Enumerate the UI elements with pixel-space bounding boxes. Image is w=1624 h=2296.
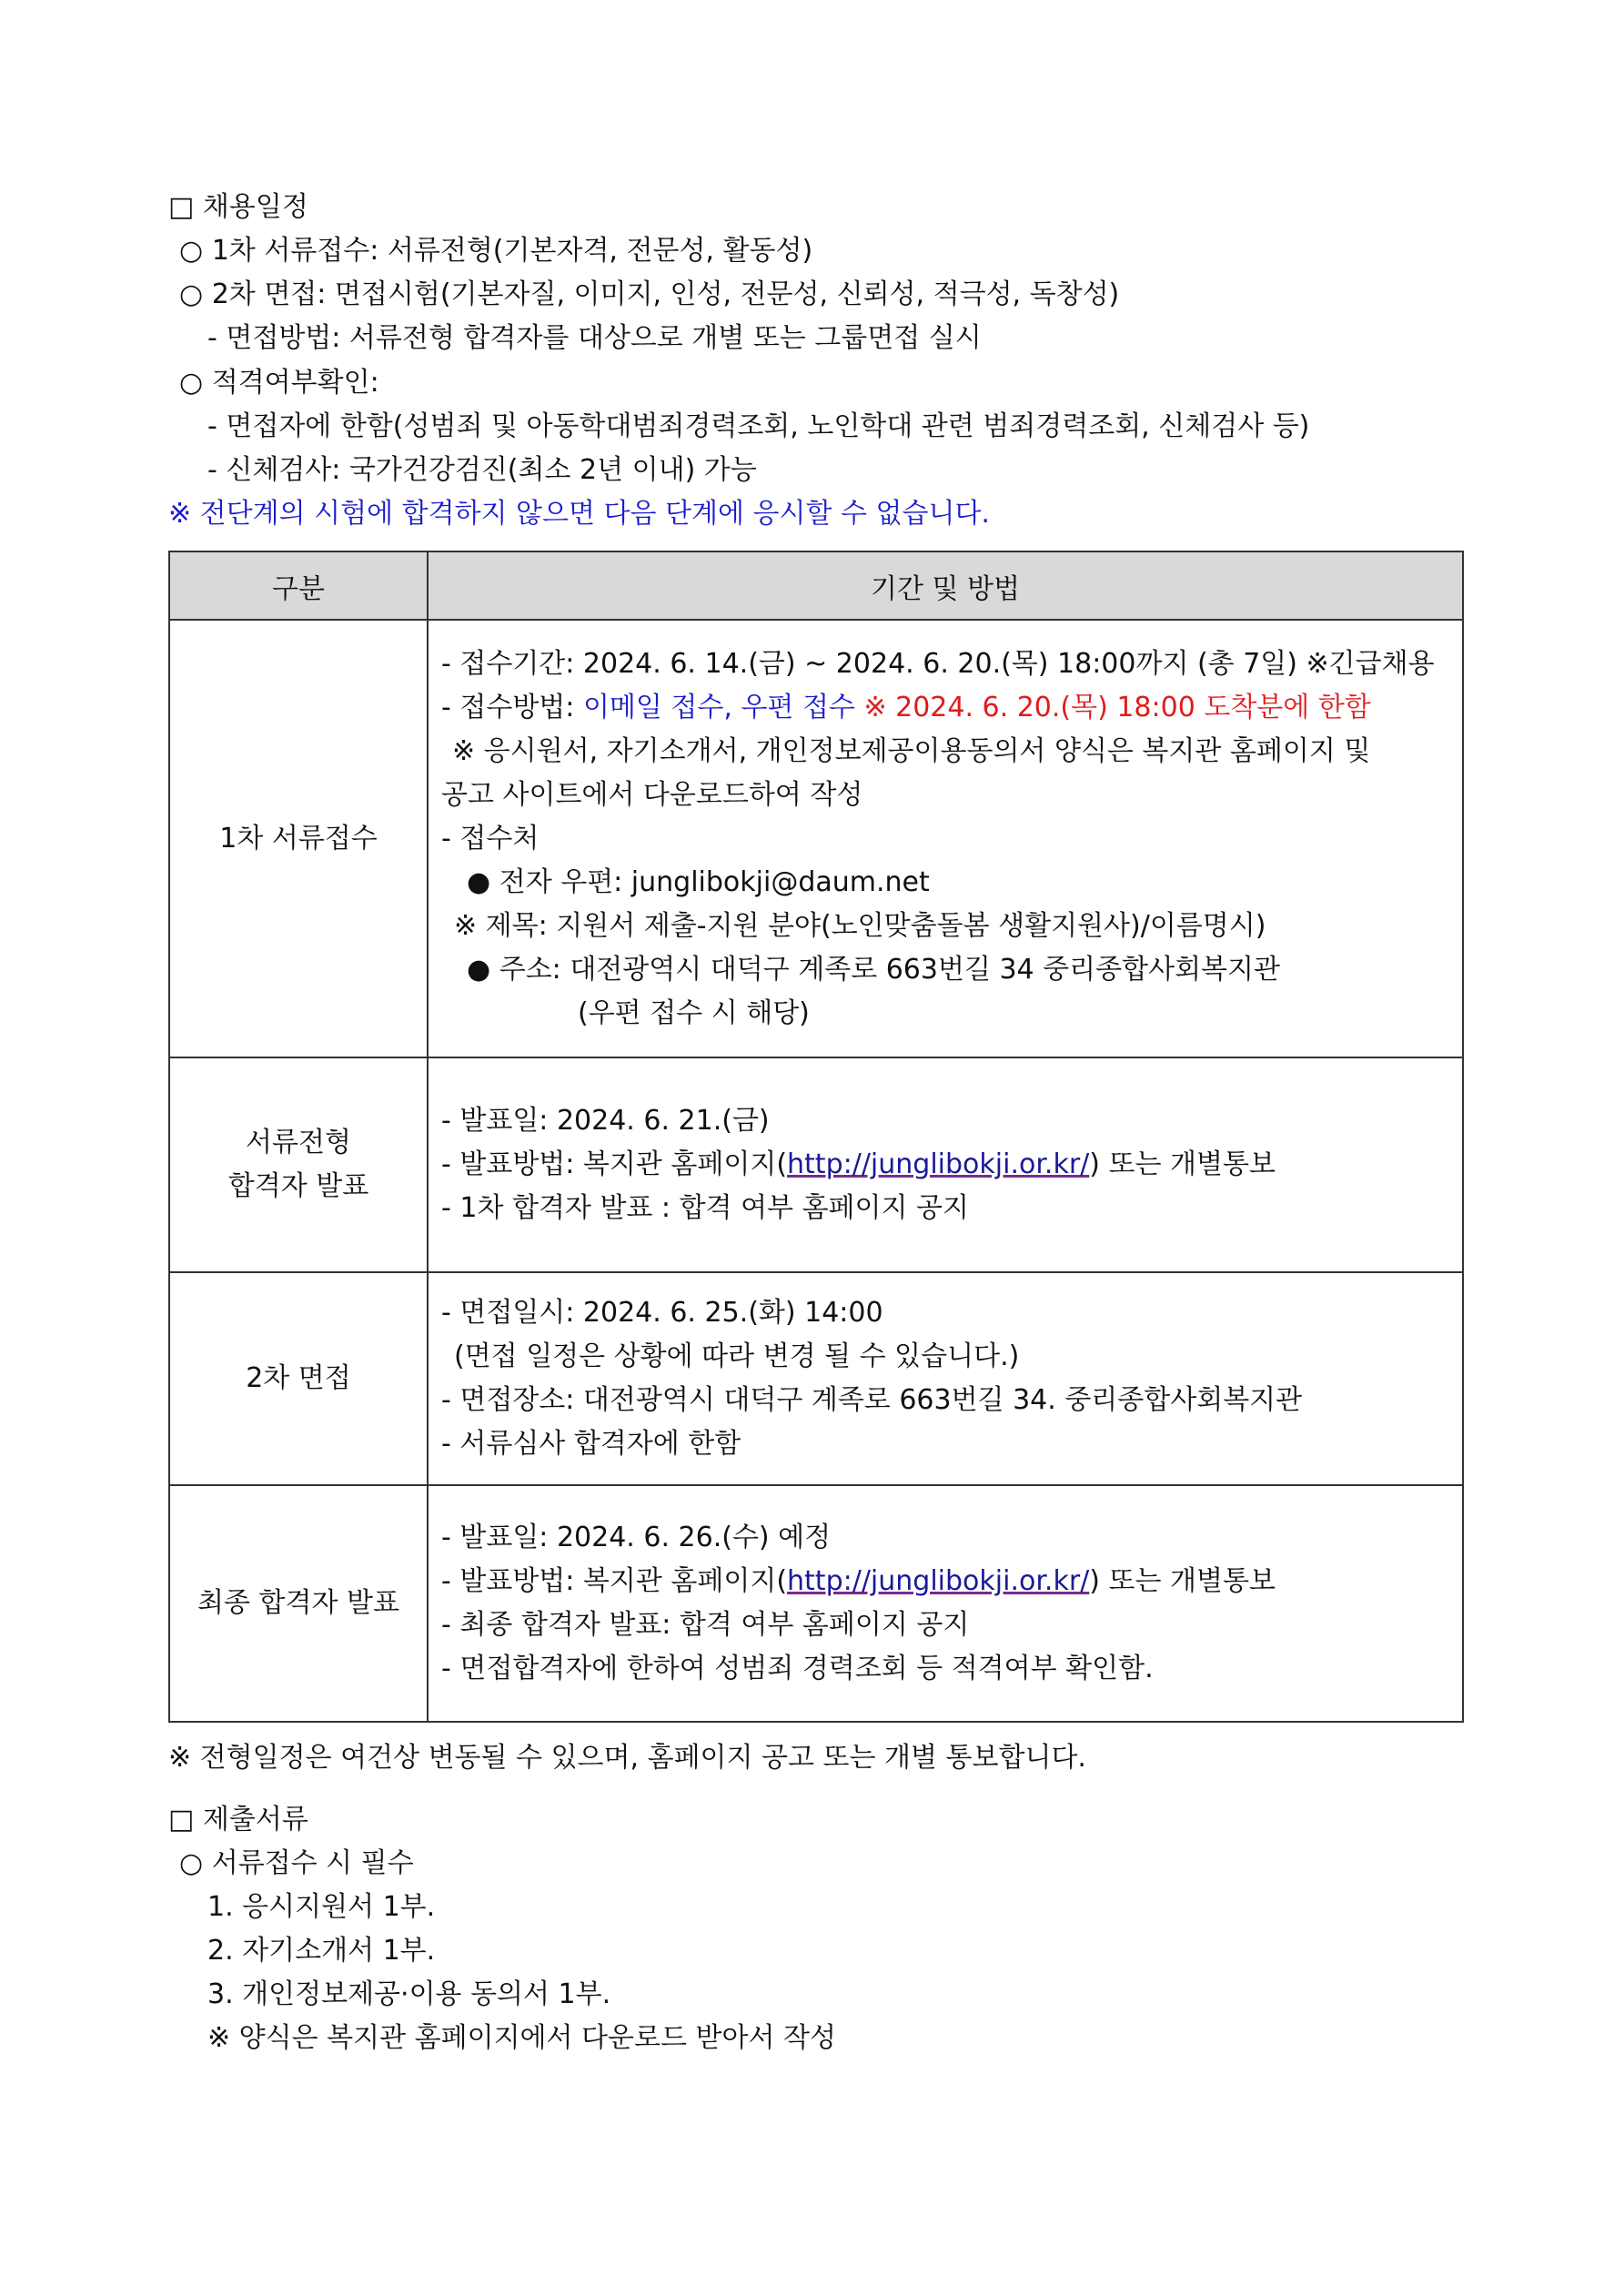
application-period: - 접수기간: 2024. 6. 14.(금) ~ 2024. 6. 20.(목) 18:00까지 (총 7일) ※긴급채용 (441, 647, 1435, 680)
documents-note: ※ 양식은 복지관 홈페이지에서 다운로드 받아서 작성 (207, 2022, 836, 2054)
submission-email: ● 전자 우편: junglibokji@daum.net (467, 865, 930, 898)
schedule-health-check: - 신체검사: 국가건강검진(최소 2년 이내) 가능 (207, 454, 757, 486)
interview-change-note: (면접 일정은 상황에 따라 변경 될 수 있습니다.) (454, 1340, 1020, 1372)
schedule-table (168, 551, 1464, 1723)
application-method-label: - 접수방법: (441, 691, 583, 723)
document-item: 1. 응시지원서 1부. (207, 1891, 436, 1923)
schedule-item-1: ○ 1차 서류접수: 서류전형(기본자격, 전문성, 활동성) (179, 235, 813, 267)
row-content-interview (428, 1272, 1463, 1485)
row-content-screening-result (428, 1057, 1463, 1272)
schedule-heading: □ 채용일정 (168, 191, 308, 223)
table-row (169, 1485, 1463, 1722)
schedule-item-3: ○ 적격여부확인: (179, 367, 379, 399)
document-item: 3. 개인정보제공·이용 동의서 1부. (207, 1978, 611, 2010)
table-row (169, 620, 1463, 1057)
interview-place: - 면접장소: 대전광역시 대덕구 계족로 663번길 34. 중리종합사회복지관 (441, 1384, 1303, 1416)
interview-datetime: - 면접일시: 2024. 6. 25.(화) 14:00 (441, 1297, 883, 1329)
application-method-channels: 이메일 접수, 우편 접수 (582, 691, 855, 723)
row-label-line-2: 합격자 발표 (227, 1170, 369, 1202)
final-eligibility-check: - 면접합격자에 한하여 성범죄 경력조회 등 적격여부 확인함. (441, 1653, 1154, 1684)
row-label-screening-result (169, 1057, 428, 1272)
homepage-link[interactable]: http://junglibokji.or.kr/ (787, 1148, 1090, 1180)
table-header-period-method: 기간 및 방법 (428, 551, 1463, 620)
row-label-interview: 2차 면접 (169, 1272, 428, 1485)
row-label-first-screening: 1차 서류접수 (169, 620, 428, 1057)
final-announce-date: - 발표일: 2024. 6. 26.(수) 예정 (441, 1522, 832, 1553)
announce-method (441, 1143, 1453, 1187)
row-label-line-1: 서류전형 (246, 1127, 351, 1158)
schedule-item-2: ○ 2차 면접: 면접시험(기본자질, 이미지, 인성, 전문성, 신뢰성, 적극성, 독창성) (179, 278, 1120, 310)
documents-heading: □ 제출서류 (168, 1804, 308, 1836)
schedule-eligibility-detail: - 면접자에 한함(성범죄 및 아동학대범죄경력조회, 노인학대 관련 범죄경력조회, 신체검사 등) (207, 410, 1310, 442)
announce-method-label: - 발표방법: 복지관 홈페이지( (441, 1148, 788, 1180)
row-content-final-result (428, 1485, 1463, 1722)
submission-address-note: (우편 접수 시 해당) (578, 996, 810, 1029)
schedule-notice: ※ 전단계의 시험에 합격하지 않으면 다음 단계에 응시할 수 없습니다. (168, 498, 990, 530)
announce-method-suffix: ) 또는 개별통보 (1089, 1148, 1276, 1180)
documents-required: ○ 서류접수 시 필수 (179, 1847, 414, 1879)
final-announce-note: - 최종 합격자 발표: 합격 여부 홈페이지 공지 (441, 1609, 970, 1641)
table-header-category: 구분 (169, 551, 428, 620)
table-row (169, 1272, 1463, 1485)
final-announce-method-suffix: ) 또는 개별통보 (1089, 1565, 1276, 1597)
forms-note: ※ 응시원서, 자기소개서, 개인정보제공이용동의서 양식은 복지관 홈페이지 및 (452, 734, 1371, 767)
announce-note: - 1차 합격자 발표 : 합격 여부 홈페이지 공지 (441, 1192, 969, 1224)
application-deadline-note: ※ 2024. 6. 20.(목) 18:00 도착분에 한함 (854, 691, 1371, 723)
schedule-interview-method: - 면접방법: 서류전형 합격자를 대상으로 개별 또는 그룹면접 실시 (207, 322, 982, 354)
application-method (441, 686, 1453, 730)
final-announce-method (441, 1560, 1453, 1603)
row-content-first-screening (428, 620, 1463, 1057)
announce-date: - 발표일: 2024. 6. 21.(금) (441, 1105, 770, 1137)
document-item: 2. 자기소개서 1부. (207, 1935, 436, 1967)
submission-address: ● 주소: 대전광역시 대덕구 계족로 663번길 34 중리종합사회복지관 (467, 953, 1280, 986)
schedule-change-notice: ※ 전형일정은 여건상 변동될 수 있으며, 홈페이지 공고 또는 개별 통보합니다. (168, 1742, 1086, 1774)
submission-subject-format: ※ 제목: 지원서 제출-지원 분야(노인맞춤돌봄 생활지원사)/이름명시) (454, 909, 1266, 942)
homepage-link[interactable]: http://junglibokji.or.kr/ (787, 1565, 1090, 1597)
forms-note-cont: 공고 사이트에서 다운로드하여 작성 (441, 778, 863, 811)
submission-place-title: - 접수처 (441, 822, 540, 855)
final-announce-method-label: - 발표방법: 복지관 홈페이지( (441, 1565, 788, 1597)
interview-limit: - 서류심사 합격자에 한함 (441, 1428, 741, 1460)
row-label-final-result: 최종 합격자 발표 (169, 1485, 428, 1722)
table-row (169, 1057, 1463, 1272)
